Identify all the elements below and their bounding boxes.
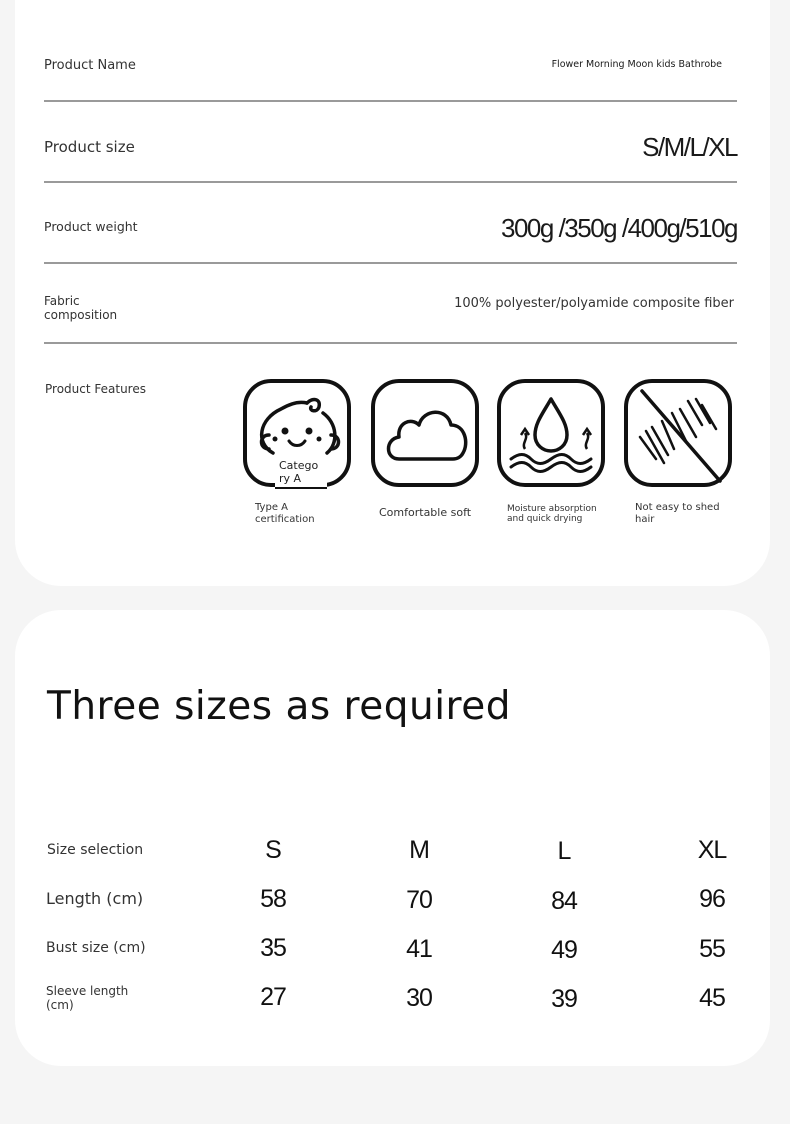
table-cell: 58 <box>260 885 286 913</box>
size-row-label-sleeve <box>46 984 128 1012</box>
size-header-label: Size selection <box>47 842 144 858</box>
spec-row-fabric <box>44 294 737 324</box>
product-spec-card <box>15 0 770 586</box>
size-row-label-length: Length (cm) <box>46 889 144 908</box>
divider <box>44 342 737 344</box>
feature-label-line1: Type A <box>255 502 288 513</box>
category-badge-line2: ry A <box>279 472 302 485</box>
table-cell: 96 <box>699 885 725 913</box>
divider <box>44 100 737 102</box>
spec-label-name: Product Name <box>44 58 136 73</box>
spec-row-weight <box>44 213 737 247</box>
water-drop-icon <box>501 383 601 483</box>
spec-label-fabric-line1: Fabric <box>44 294 80 308</box>
spec-value-name: Flower Morning Moon kids Bathrobe <box>551 59 722 70</box>
spec-value-weight: 300g /350g /400g/510g <box>501 213 737 243</box>
divider <box>44 262 737 264</box>
divider <box>44 181 737 183</box>
table-cell: 27 <box>260 983 286 1011</box>
size-column-m: M <box>409 836 429 864</box>
feature-icon-no-shed <box>624 379 732 487</box>
section-title: Three sizes as required <box>47 684 511 729</box>
size-column-xl: XL <box>697 836 727 864</box>
table-cell: 49 <box>551 936 577 964</box>
spec-value-fabric: 100% polyester/polyamide composite fiber <box>454 296 734 311</box>
size-row-label-sleeve-line2: (cm) <box>46 998 74 1012</box>
feature-label-moisture <box>507 504 597 524</box>
no-hair-icon <box>628 383 728 483</box>
feature-label-line2: hair <box>635 514 655 525</box>
spec-value-size: S/M/L/XL <box>642 132 737 162</box>
size-column-s: S <box>265 836 281 864</box>
feature-icon-category-a <box>243 379 351 487</box>
cloud-icon <box>375 383 475 483</box>
spec-row-name <box>44 58 737 78</box>
table-cell: 35 <box>260 934 286 962</box>
size-row-label-bust: Bust size (cm) <box>46 940 146 956</box>
feature-label-no-shed <box>635 502 720 526</box>
table-cell: 30 <box>406 984 432 1012</box>
category-badge-line1: Catego <box>279 459 319 472</box>
feature-label-category-a <box>255 502 315 526</box>
feature-icon-moisture <box>497 379 605 487</box>
spec-label-weight: Product weight <box>44 219 138 234</box>
table-cell: 41 <box>406 935 432 963</box>
spec-label-size: Product size <box>44 138 135 156</box>
spec-row-size <box>44 132 737 166</box>
table-cell: 84 <box>551 887 577 915</box>
table-cell: 55 <box>699 935 725 963</box>
feature-icon-comfortable <box>371 379 479 487</box>
table-cell: 39 <box>551 985 577 1013</box>
feature-label-line1: Moisture absorption <box>507 504 597 514</box>
feature-label-line1: Not easy to shed <box>635 502 720 513</box>
size-row-label-sleeve-line1: Sleeve length <box>46 984 129 998</box>
size-column-l: L <box>557 837 571 865</box>
feature-label-comfortable: Comfortable soft <box>379 506 472 519</box>
feature-label-line2: and quick drying <box>507 514 583 524</box>
table-cell: 70 <box>406 886 432 914</box>
spec-label-fabric-line2: composition <box>44 308 118 322</box>
table-cell: 45 <box>699 984 725 1012</box>
category-badge <box>275 455 327 489</box>
size-chart-card <box>15 610 770 1066</box>
spec-label-fabric <box>44 294 117 322</box>
spec-label-features: Product Features <box>45 382 146 396</box>
feature-label-line2: certification <box>255 514 315 525</box>
